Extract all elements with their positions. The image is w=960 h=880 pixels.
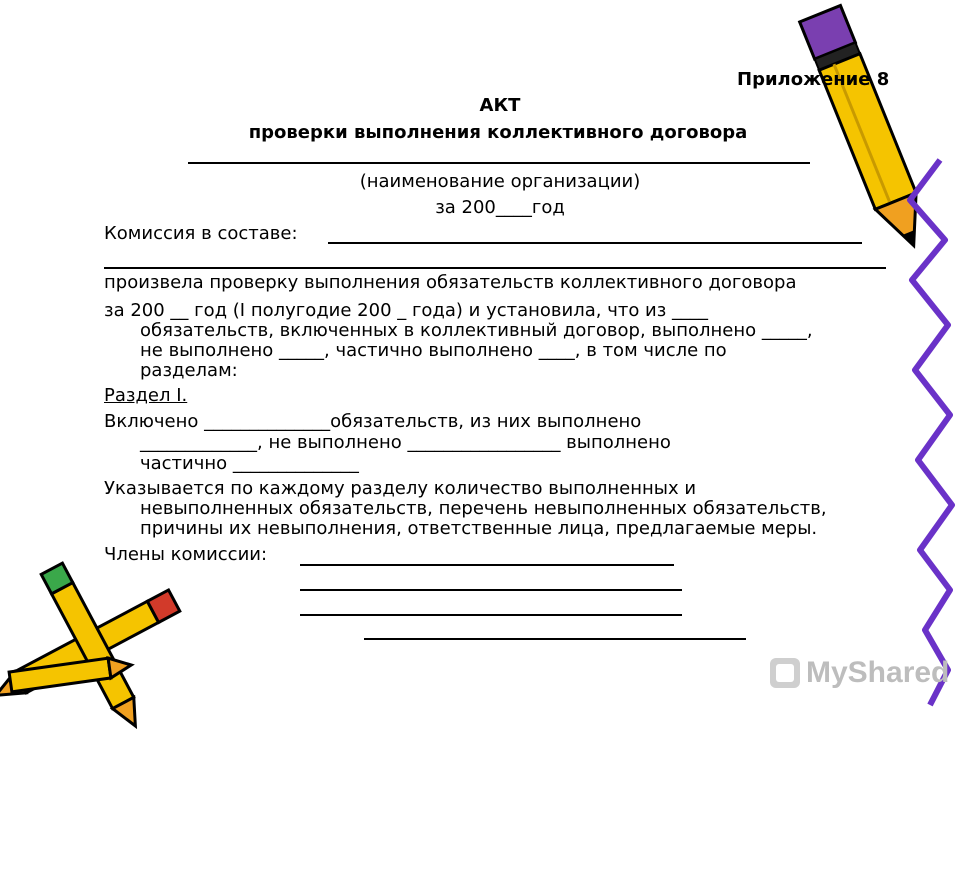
section-title: Раздел I. xyxy=(104,385,188,406)
member-line-3 xyxy=(300,614,682,616)
section-line-1: Включено ______________обязательств, из них выполнено xyxy=(104,411,642,432)
paragraph-line-3: обязательств, включенных в коллективный договор, выполнено _____, xyxy=(140,320,813,341)
member-line-1 xyxy=(300,564,674,566)
watermark-text: MyShared xyxy=(806,656,950,689)
paragraph-line-4: не выполнено _____, частично выполнено ____, в том числе по xyxy=(140,340,727,361)
commission-line xyxy=(328,242,862,244)
note-line-2: невыполненных обязательств, перечень невыполненных обязательств, xyxy=(140,498,827,519)
member-line-4 xyxy=(364,638,746,640)
members-label: Члены комиссии: xyxy=(104,544,268,565)
crossed-pencils-icon xyxy=(0,570,200,720)
note-line-3: причины их невыполнения, ответственные лица, предлагаемые меры. xyxy=(140,518,818,539)
commission-line-2 xyxy=(104,267,886,269)
organization-line xyxy=(188,162,810,164)
paragraph-line-5: разделам: xyxy=(140,360,238,381)
organization-caption: (наименование организации) xyxy=(359,171,641,192)
paragraph-line-1: произвела проверку выполнения обязательств коллективного договора xyxy=(104,272,797,293)
member-line-2 xyxy=(300,589,682,591)
commission-label: Комиссия в составе: xyxy=(104,223,298,244)
appendix-label: Приложение 8 xyxy=(737,69,890,90)
year-line: за 200____год xyxy=(435,197,565,218)
zigzag-decoration-icon xyxy=(900,160,960,880)
watermark-logo-icon xyxy=(768,656,802,690)
note-line-1: Указывается по каждому разделу количество выполненных и xyxy=(104,478,697,499)
paragraph-line-2: за 200 __ год (I полугодие 200 _ года) и установила, что из ____ xyxy=(104,300,709,321)
document-subtitle: проверки выполнения коллективного договора xyxy=(248,122,748,143)
document-title: АКТ xyxy=(479,95,521,116)
section-line-3: частично ______________ xyxy=(140,453,359,474)
section-line-2: _____________, не выполнено _________________ выполнено xyxy=(140,432,671,453)
